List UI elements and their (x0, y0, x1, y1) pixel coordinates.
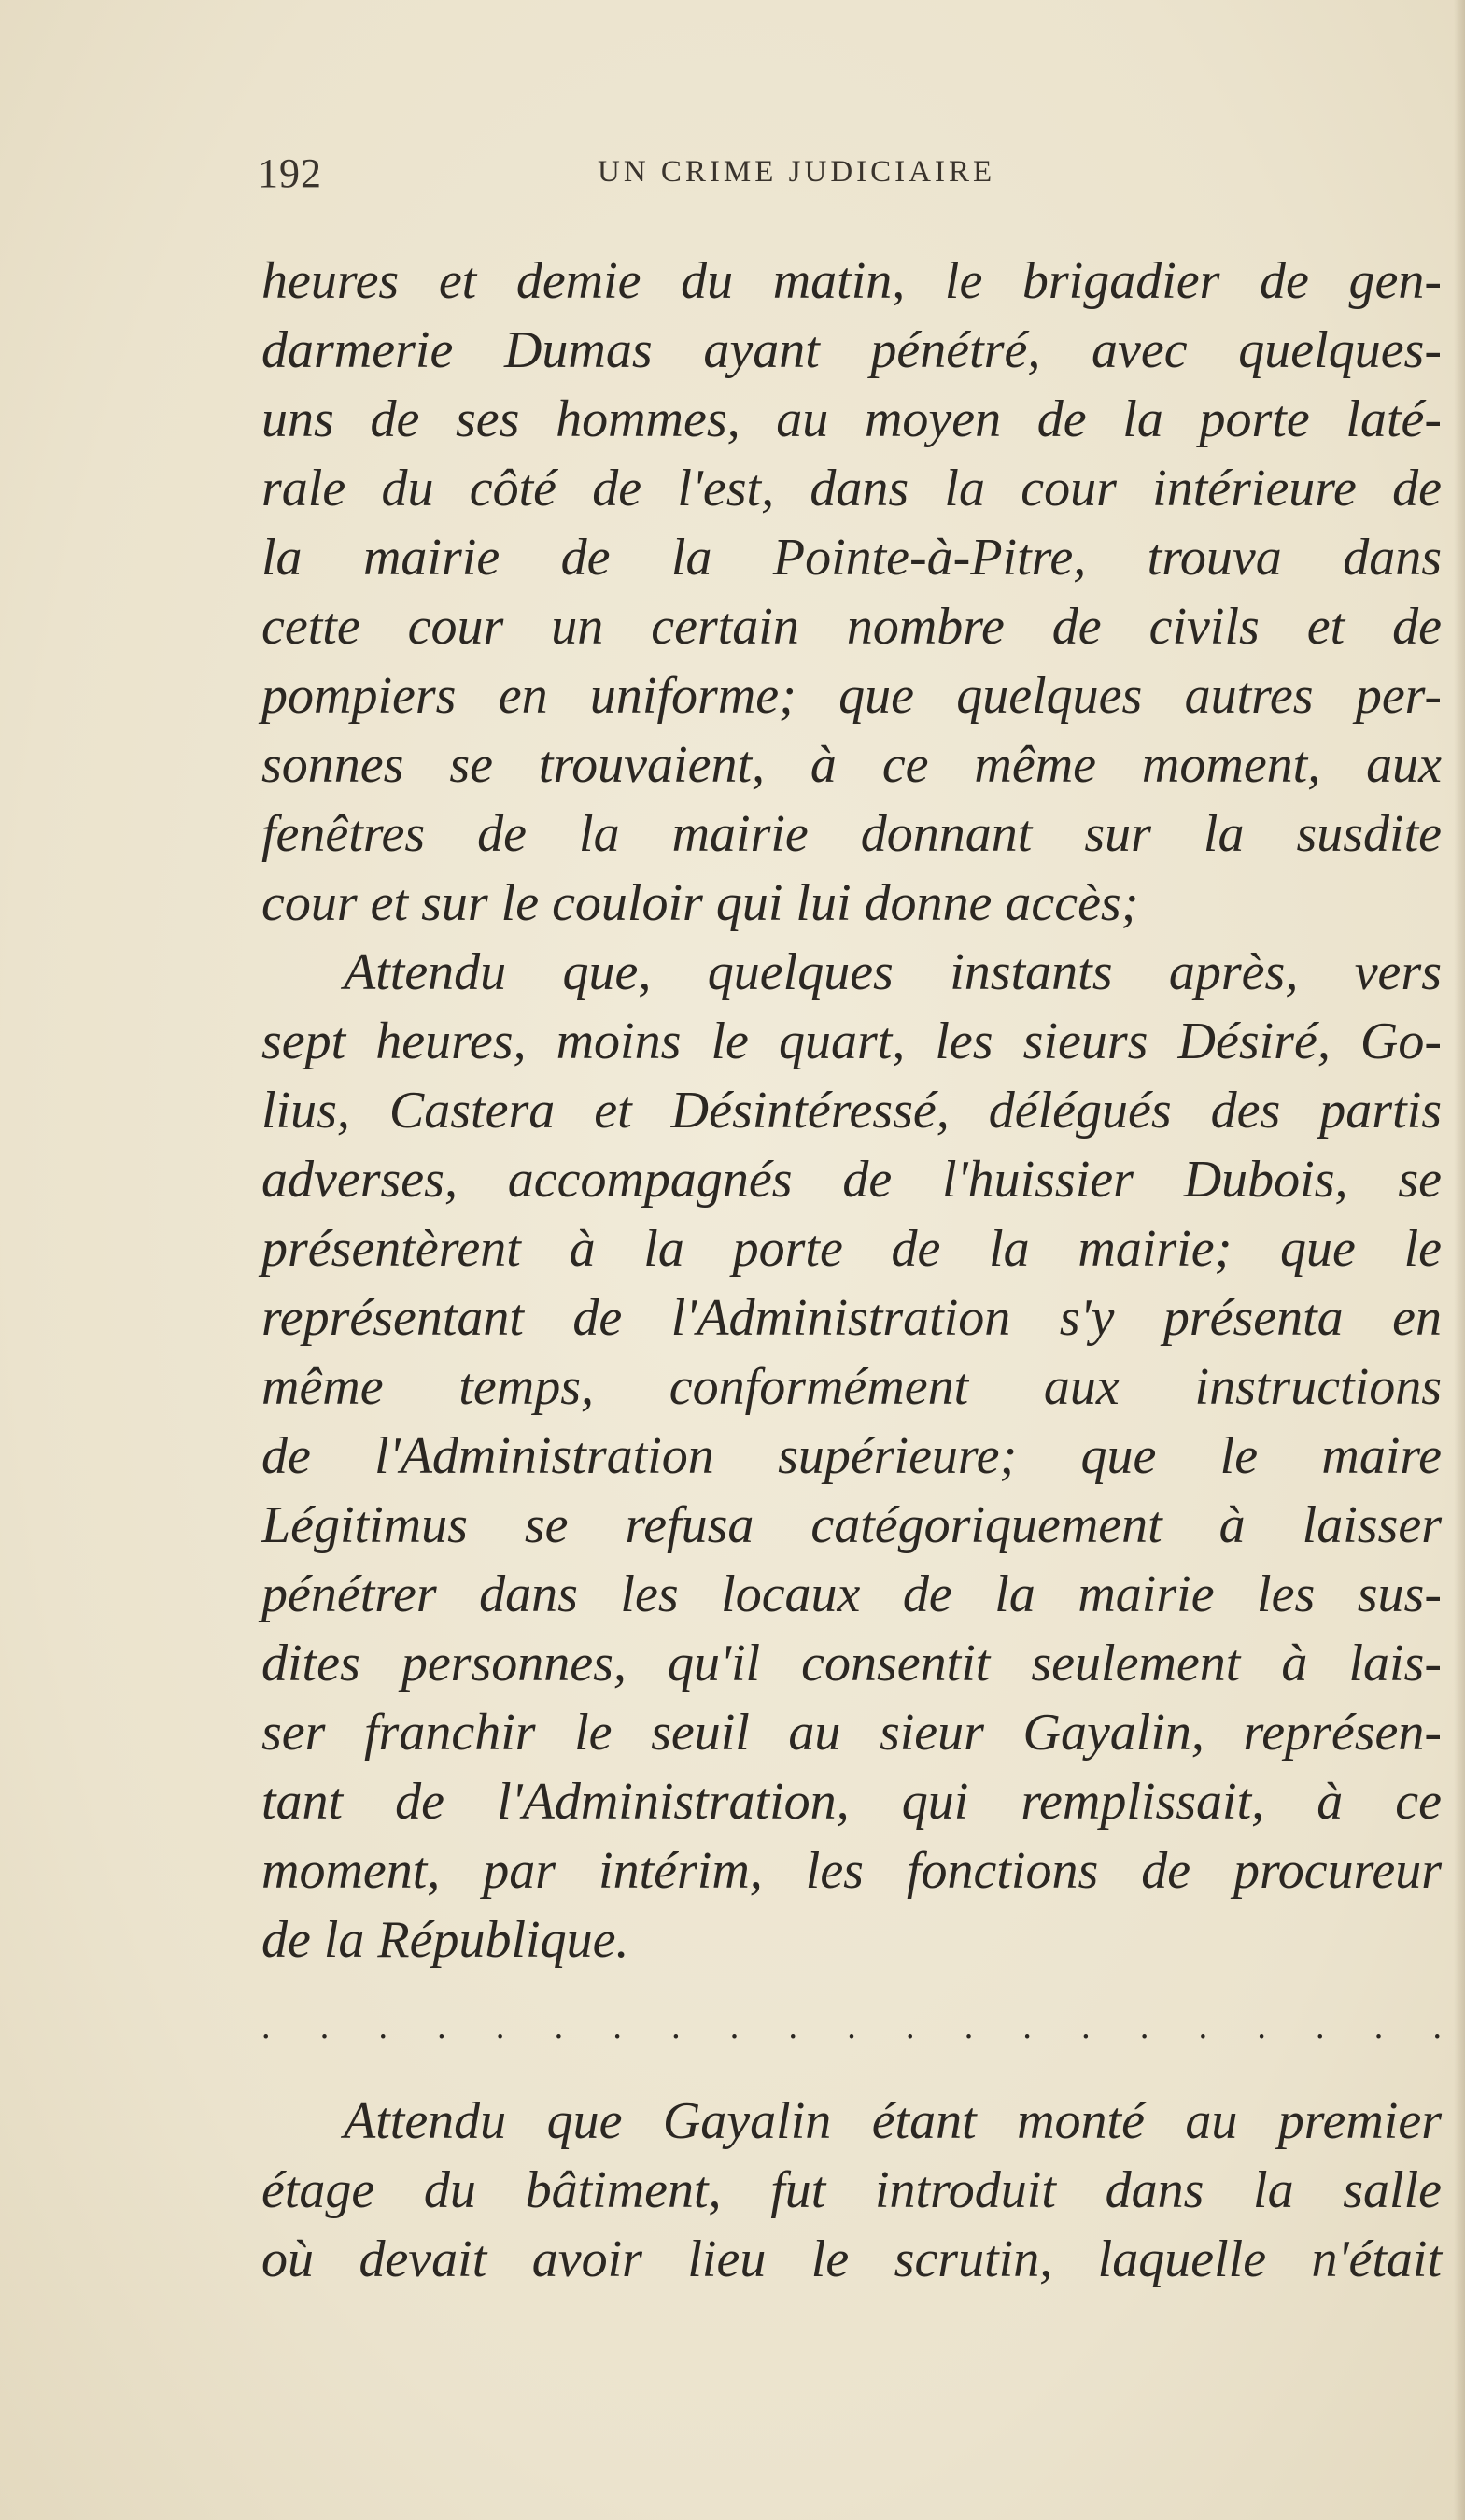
text-line: dites personnes, qu'il consentit seulement à lais- (261, 1635, 1442, 1692)
ellipsis-separator: . . . . . . . . . . . . . . . . . . . . . (261, 2007, 1442, 2046)
text-line: tant de l'Administration, qui remplissait, à ce (261, 1773, 1442, 1831)
text-line: de la République. (261, 1911, 629, 1969)
text-line: ser franchir le seuil au sieur Gayalin, représen- (261, 1704, 1442, 1762)
page-number: 192 (258, 150, 322, 196)
text-line: sept heures, moins le quart, les sieurs Désiré, Go- (261, 1012, 1442, 1070)
text-line: heures et demie du matin, le brigadier de gen- (261, 252, 1442, 310)
text-line: pénétrer dans les locaux de la mairie les sus- (261, 1565, 1442, 1623)
text-line: uns de ses hommes, au moyen de la porte laté- (261, 390, 1442, 448)
body-text (261, 247, 1442, 2294)
text-line: de l'Administration supérieure; que le maire (261, 1427, 1442, 1485)
text-line: fenêtres de la mairie donnant sur la susdite (261, 805, 1442, 863)
text-line: même temps, conformément aux instructions (261, 1358, 1442, 1416)
text-line: darmerie Dumas ayant pénétré, avec quelques- (261, 321, 1442, 379)
text-line: la mairie de la Pointe-à-Pitre, trouva dans (261, 529, 1442, 587)
text-line: pompiers en uniforme; que quelques autres per- (261, 667, 1442, 725)
paragraph-spacer (261, 2062, 1442, 2087)
text-line: sonnes se trouvaient, à ce même moment, aux (261, 736, 1442, 794)
text-line: cour et sur le couloir qui lui donne accès; (261, 874, 1139, 932)
text-line: rale du côté de l'est, dans la cour intérieure de (261, 460, 1442, 517)
text-line: étage du bâtiment, fut introduit dans la salle (261, 2161, 1442, 2219)
text-line: Légitimus se refusa catégoriquement à laisser (261, 1496, 1442, 1554)
text-line: présentèrent à la porte de la mairie; que le (261, 1220, 1442, 1278)
text-line: cette cour un certain nombre de civils et de (261, 598, 1442, 656)
page-header (0, 149, 1465, 205)
text-line: lius, Castera et Désintéressé, délégués des partis (261, 1082, 1442, 1140)
text-line: Attendu que Gayalin étant monté au premier (344, 2092, 1442, 2150)
text-line: Attendu que, quelques instants après, vers (344, 943, 1442, 1001)
page-edge-shadow (1454, 0, 1465, 2520)
text-line: représentant de l'Administration s'y présenta en (261, 1289, 1442, 1347)
text-line: où devait avoir lieu le scrutin, laquelle n'était (261, 2230, 1442, 2288)
text-line: adverses, accompagnés de l'huissier Dubois, se (261, 1151, 1442, 1209)
running-title: UN CRIME JUDICIAIRE (598, 155, 996, 189)
text-line: moment, par intérim, les fonctions de procureur (261, 1842, 1442, 1900)
